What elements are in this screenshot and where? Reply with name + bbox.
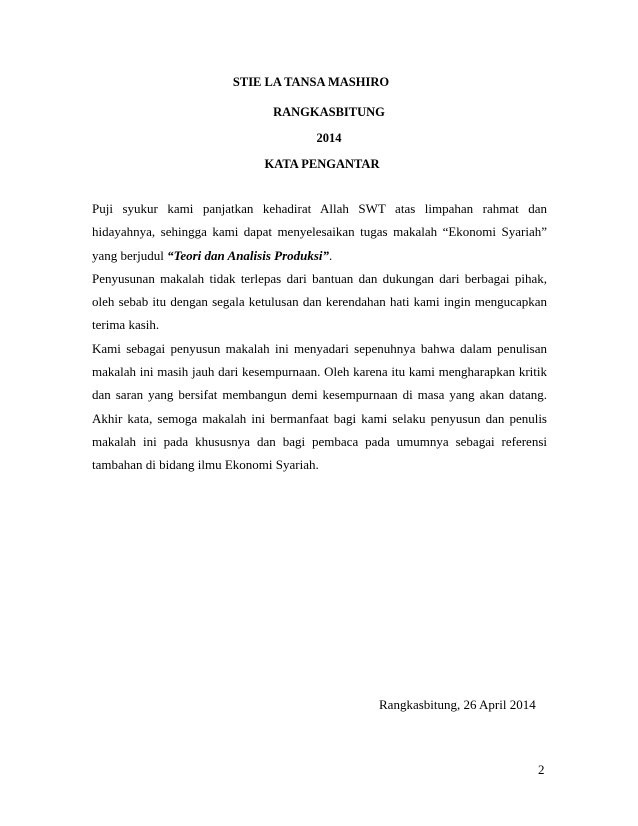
paragraph-acknowledgement: Penyusunan makalah tidak terlepas dari bantuan dan dukungan dari berbagai pihak, oleh sebab itu dengan segala ketulusan dan kerendahan hati kami ingin mengucapkan terima kasih. <box>92 270 547 333</box>
institution-name: STIE LA TANSA MASHIRO <box>232 75 390 89</box>
city-name: RANGKASBITUNG <box>273 105 385 119</box>
page-title: KATA PENGANTAR <box>264 157 380 171</box>
place-date: Rangkasbitung, 26 April 2014 <box>379 697 536 712</box>
page-number: 2 <box>538 762 545 777</box>
paragraph-closing: Kami sebagai penyusun makalah ini menyadari sepenuhnya bahwa dalam penulisan makalah ini masih jauh dari kesempurnaan. Oleh karena itu kami mengharapkan kritik dan saran yang bersifat membangun demi kesempurnaan di masa yang akan datang. Akhir kata, semoga makalah ini bermanfaat bagi kami selaku penyusun dan penulis makalah ini pada khususnya dan bagi pembaca pada umumnya sebagai referensi tambahan di bidang ilmu Ekonomi Syariah. <box>92 340 547 473</box>
paper-title: “Teori dan Analisis Produksi” <box>167 247 330 263</box>
paragraph-gratitude-end: . <box>329 247 333 263</box>
paragraph-gratitude <box>92 197 547 267</box>
paragraph-gratitude-text: Puji syukur kami panjatkan kehadirat Allah SWT atas limpahan rahmat dan hidayahnya, sehingga kami dapat menyelesaikan tugas makalah “Ekonomi Syariah” yang berjudul <box>92 201 547 263</box>
body-text <box>92 197 547 477</box>
year: 2014 <box>316 131 342 145</box>
